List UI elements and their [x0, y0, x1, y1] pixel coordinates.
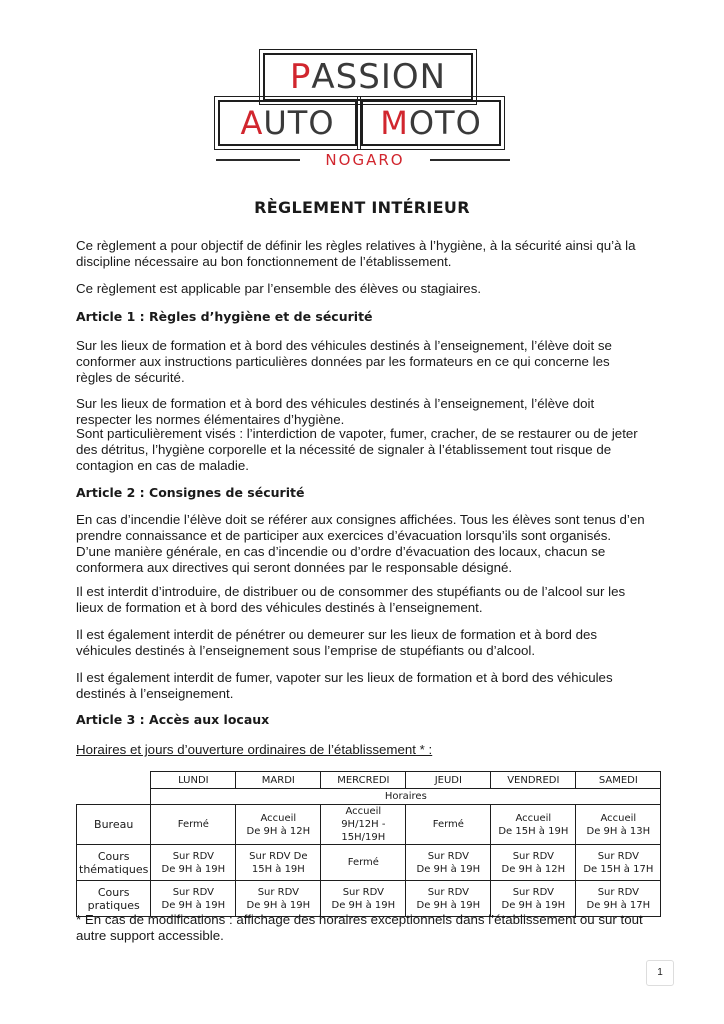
article-2-paragraph-2: Il est interdit d’introduire, de distribuer ou de consommer des stupéfiants ou de l’alcool sur les lieux de formation et à bord des véhicules destinés à l’enseignement.	[76, 584, 626, 615]
schedule-cell: Sur RDV De 9H à 19H	[491, 881, 576, 917]
page-number: 1	[646, 960, 674, 986]
schedule-corner	[77, 789, 151, 805]
logo-nogaro: NOGARO	[325, 151, 405, 169]
article-1-heading: Article 1 : Règles d’hygiène et de sécurité	[76, 309, 373, 324]
schedule-cell: Sur RDV De 9H à 12H	[491, 845, 576, 881]
logo-moto-rest: OTO	[408, 104, 482, 142]
article-1-paragraph-1: Sur les lieux de formation et à bord des véhicules destinés à l’enseignement, l’élève doit se conformer aux instructions particulières données par les formateurs en ce qui concerne les règles de sécurité.	[76, 338, 612, 385]
table-row	[77, 845, 661, 881]
day-header: JEUDI	[406, 772, 491, 789]
schedule-cell: Accueil 9H/12H - 15H/19H	[321, 805, 406, 845]
schedule-cell: Sur RDV De 9H à 17H	[576, 881, 661, 917]
schedule-cell: Fermé	[151, 805, 236, 845]
intro-paragraph-1: Ce règlement a pour objectif de définir les règles relatives à l’hygiène, à la sécurité ainsi qu’à la discipline nécessaire au bon fonctionnement de l’établissement.	[76, 238, 636, 269]
row-label-bureau: Bureau	[77, 805, 151, 845]
day-header: LUNDI	[151, 772, 236, 789]
schedule-cell: Fermé	[321, 845, 406, 881]
day-header: MERCREDI	[321, 772, 406, 789]
schedule-horaires-row	[77, 789, 661, 805]
schedule-cell: Fermé	[406, 805, 491, 845]
page-title: RÈGLEMENT INTÉRIEUR	[254, 198, 470, 217]
logo-auto-initial: A	[240, 104, 264, 142]
day-header: VENDREDI	[491, 772, 576, 789]
schedule-table	[76, 771, 661, 917]
article-3-subheading: Horaires et jours d’ouverture ordinaires de l’établissement * :	[76, 742, 433, 757]
schedule-cell: Accueil De 15H à 19H	[491, 805, 576, 845]
article-2-paragraph-1: En cas d’incendie l’élève doit se référer aux consignes affichées. Tous les élèves sont tenus d’en prendre connaissance et de participer aux exercices d’évacuation lorsqu’ils sont organisés. D’une manière générale, en cas d’incendie ou d’ordre d’évacuation des locaux, chacun se conformera aux directives qui seront données par le responsable désigné.	[76, 512, 645, 575]
footnote: * En cas de modifications : affichage des horaires exceptionnels dans l’établissement ou sur tout autre support accessible.	[76, 912, 643, 943]
schedule-cell: Accueil De 9H à 13H	[576, 805, 661, 845]
schedule-cell: Sur RDV De 15H à 19H	[236, 845, 321, 881]
schedule-cell: Accueil De 9H à 12H	[236, 805, 321, 845]
logo	[0, 0, 724, 175]
article-1-paragraph-2: Sur les lieux de formation et à bord des véhicules destinés à l’enseignement, l’élève doit respecter les normes élémentaires d’hygiène.	[76, 396, 595, 427]
schedule-cell: Sur RDV De 9H à 19H	[406, 845, 491, 881]
logo-auto-rest: UTO	[263, 104, 335, 142]
row-label-cours-pratiques: Cours pratiques	[77, 881, 151, 917]
schedule-corner	[77, 772, 151, 789]
logo-passion-box	[263, 53, 473, 101]
schedule-cell: Sur RDV De 9H à 19H	[321, 881, 406, 917]
logo-moto-box	[361, 100, 501, 146]
article-2-heading: Article 2 : Consignes de sécurité	[76, 485, 305, 500]
logo-divider-right	[430, 159, 510, 161]
schedule-cell: Sur RDV De 9H à 19H	[406, 881, 491, 917]
schedule-header-row	[77, 772, 661, 789]
schedule-cell: Sur RDV De 15H à 17H	[576, 845, 661, 881]
schedule-cell: Sur RDV De 9H à 19H	[151, 845, 236, 881]
article-1-paragraph-3: Sont particulièrement visés : l’interdiction de vapoter, fumer, cracher, de se restaurer ou de jeter des détritus, l’hygiène corporelle et la nécessité de signaler à l’établissement tout risque de contagion en cas de maladie.	[76, 426, 638, 473]
article-2-paragraph-3: Il est également interdit de pénétrer ou demeurer sur les lieux de formation et à bord des véhicules destinés à l’enseignement sous l’emprise de stupéfiants ou d’alcool.	[76, 627, 598, 658]
article-2-paragraph-4: Il est également interdit de fumer, vapoter sur les lieux de formation et à bord des véhicules destinés à l’enseignement.	[76, 670, 613, 701]
article-3-heading: Article 3 : Accès aux locaux	[76, 712, 270, 727]
logo-auto-box	[218, 100, 357, 146]
schedule-cell: Sur RDV De 9H à 19H	[236, 881, 321, 917]
logo-passion-rest: ASSION	[311, 57, 447, 97]
intro-paragraph-2: Ce règlement est applicable par l’ensemble des élèves ou stagiaires.	[76, 281, 482, 296]
horaires-label: Horaires	[151, 789, 661, 805]
logo-moto-initial: M	[380, 104, 409, 142]
day-header: MARDI	[236, 772, 321, 789]
logo-divider-left	[216, 159, 300, 161]
table-row	[77, 805, 661, 845]
day-header: SAMEDI	[576, 772, 661, 789]
schedule-cell: Sur RDV De 9H à 19H	[151, 881, 236, 917]
logo-passion-initial: P	[289, 57, 312, 97]
row-label-cours-thematiques: Cours thématiques	[77, 845, 151, 881]
